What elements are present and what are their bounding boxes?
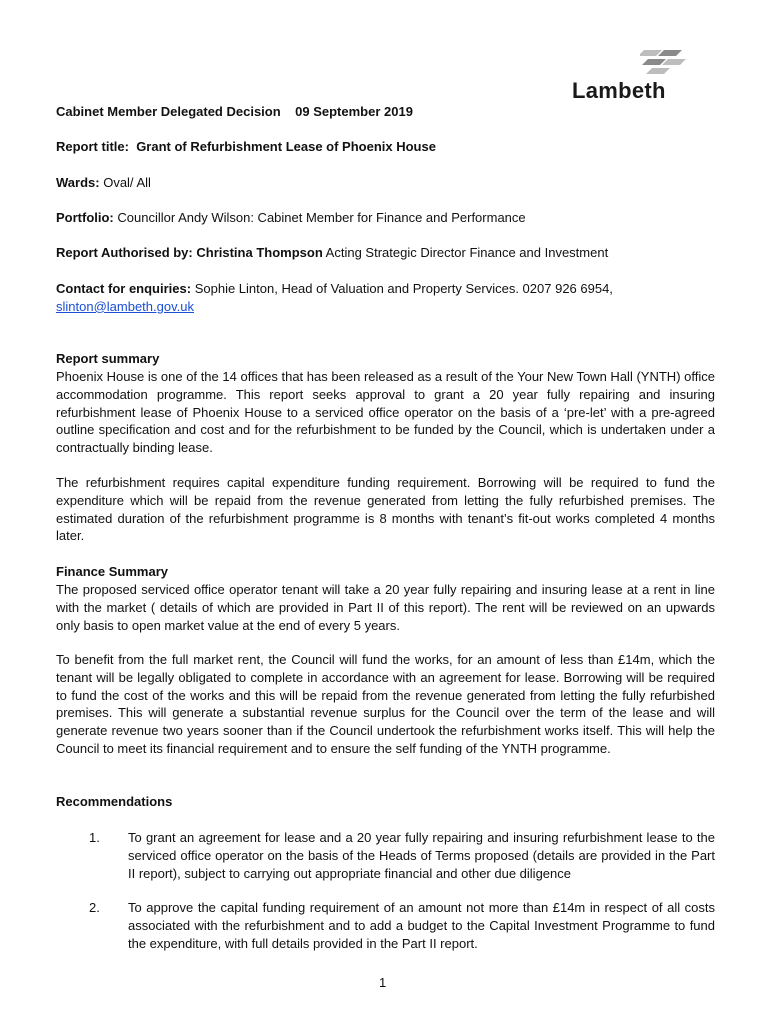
- finance-paragraph-2: To benefit from the full market rent, the Council will fund the works, for an amount of less than £14m, which the tenant will be legally obligated to complete in accordance with an agreement for lease. Borrowing will be required to fund the cost of the works and this will be repaid from the revenue generated from letting the fully refurbished premises. This will generate a substantial revenue surplus for the Council over the term of the lease and will generate revenue two years sooner than if the Council undertook the refurbishment works itself. This will help the Council to meet its financial requirement and to ensure the self funding of the YNTH programme.: [56, 652, 715, 756]
- report-title-label: Report title:: [56, 139, 129, 154]
- authorised-line: [56, 244, 608, 262]
- wards-label: Wards:: [56, 175, 100, 190]
- lambeth-chevrons-icon: [640, 48, 686, 78]
- authorised-name: Christina Thompson: [196, 245, 323, 260]
- decision-line: [56, 103, 413, 121]
- recommendations-heading: Recommendations: [56, 794, 173, 809]
- recommendation-number: 2.: [89, 900, 100, 915]
- portfolio-line: [56, 209, 526, 227]
- wards-line: [56, 174, 151, 192]
- authorised-label: Report Authorised by:: [56, 245, 193, 260]
- portfolio-value: Councillor Andy Wilson: Cabinet Member for Finance and Performance: [117, 210, 526, 225]
- recommendation-text: To approve the capital funding requirement of an amount not more than £14m in respect of all costs associated with the refurbishment and to add a budget to the Capital Investment Programme to fund the expenditure, with full details provided in the Part II report.: [128, 900, 715, 951]
- contact-value: Sophie Linton, Head of Valuation and Property Services. 0207 926 6954,: [194, 281, 613, 296]
- finance-summary-heading: Finance Summary: [56, 564, 168, 579]
- recommendation-text: To grant an agreement for lease and a 20 year fully repairing and insuring refurbishment lease to the serviced office operator on the basis of the Heads of Terms proposed (details are provided in the Part II report), subject to carrying out appropriate financial and other due diligence: [128, 830, 715, 881]
- authorised-role: Acting Strategic Director Finance and Investment: [325, 245, 609, 260]
- summary-paragraph-1: Phoenix House is one of the 14 offices that has been released as a result of the Your New Town Hall (YNTH) office accommodation programme. This report seeks approval to grant a 20 year fully repairing and insuring refurbishment lease of Phoenix House to a serviced office operator on the basis of a ‘pre-let’ with a pre-agreed outline specification and cost and for the refurbishment to be funded by the Council, which is undertaken under a contractually binding lease.: [56, 369, 715, 456]
- contact-label: Contact for enquiries:: [56, 281, 192, 296]
- contact-email-link[interactable]: slinton@lambeth.gov.uk: [56, 298, 194, 314]
- decision-label: Cabinet Member Delegated Decision: [56, 104, 281, 119]
- contact-block: [56, 280, 715, 316]
- recommendation-number: 1.: [89, 830, 100, 845]
- report-title-line: [56, 138, 436, 156]
- page-number: 1: [379, 975, 387, 990]
- report-summary-heading: Report summary: [56, 351, 160, 366]
- report-title: Grant of Refurbishment Lease of Phoenix House: [136, 139, 436, 154]
- summary-paragraph-2: The refurbishment requires capital expenditure funding requirement. Borrowing will be required to fund the expenditure which will be repaid from the revenue generated from letting the fully refurbished premises. The estimated duration of the refurbishment programme is 8 months with tenant’s fit-out works completed 4 months later.: [56, 475, 715, 544]
- wards-value: Oval/ All: [103, 175, 151, 190]
- logo-text: Lambeth: [572, 78, 666, 103]
- decision-date: 09 September 2019: [295, 104, 413, 119]
- finance-paragraph-1: The proposed serviced office operator tenant will take a 20 year fully repairing and insuring lease at a rent in line with the market ( details of which are provided in Part II of this report). The rent will be reviewed on an upwards only basis to open market value at the end of every 5 years.: [56, 582, 715, 633]
- lambeth-logo: [570, 48, 690, 104]
- portfolio-label: Portfolio:: [56, 210, 114, 225]
